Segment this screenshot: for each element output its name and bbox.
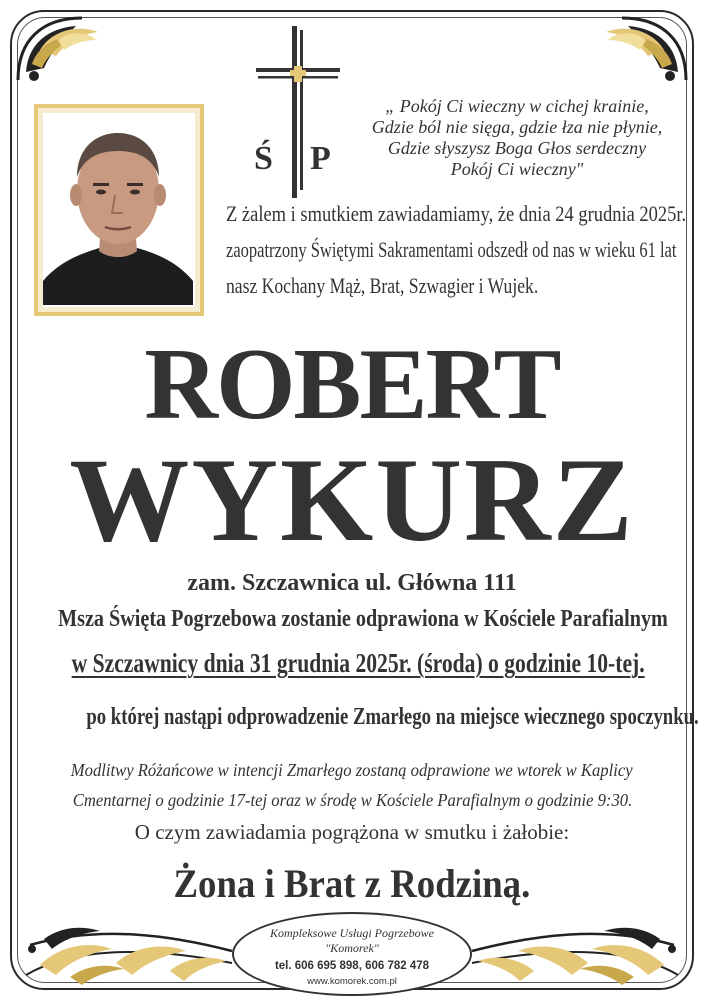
intro-line: zaopatrzony Świętymi Sakramentami odszedł od nas w wieku 61 lat xyxy=(226,237,677,262)
intro-line: nasz Kochany Mąż, Brat, Szwagier i Wujek. xyxy=(226,273,539,298)
family-signature-text: Żona i Brat z Rodziną. xyxy=(173,861,531,906)
mass-line-1-text: Msza Święta Pogrzebowa zostanie odprawiona w Kościele Parafialnym xyxy=(58,606,668,632)
corner-ornament-top-left xyxy=(12,10,104,90)
portrait-photo xyxy=(43,113,195,307)
mass-line-2 xyxy=(0,648,704,679)
prayers-line-1-text: Modlitwy Różańcowe w intencji Zmarłego zostaną odprawione we wtorek w Kaplicy xyxy=(71,760,633,780)
mass-line-1 xyxy=(0,606,704,633)
deceased-last-name: WYKURZ xyxy=(69,433,635,566)
poem-line: Gdzie słyszysz Boga Głos serdeczny xyxy=(387,138,647,158)
poem-line: „ Pokój Ci wieczny w cichej krainie, xyxy=(385,96,649,116)
mass-line-3-text: po której nastąpi odprowadzenie Zmarłego na miejsce wiecznego spoczynku. xyxy=(86,704,699,730)
funeral-home-badge xyxy=(232,912,472,996)
portrait-image xyxy=(43,113,193,305)
address: zam. Szczawnica ul. Główna 111 xyxy=(187,570,517,596)
portrait-frame xyxy=(34,104,204,316)
poem-line: Gdzie ból nie sięga, gdzie łza nie płynie, xyxy=(371,117,663,137)
funeral-home-phone: tel. 606 695 898, 606 782 478 xyxy=(274,960,430,972)
poem xyxy=(352,96,682,180)
poem-line: Pokój Ci wieczny" xyxy=(450,159,584,179)
prayers-line-2-text: Cmentarnej o godzinie 17-tej oraz w środę w Kościele Parafialnym o godzinie 9:30. xyxy=(72,790,632,810)
intro-line: Z żalem i smutkiem zawiadamiamy, że dnia 24 grudnia 2025r. xyxy=(226,201,687,226)
family-signature xyxy=(0,860,704,907)
prayers-line-1 xyxy=(0,760,704,781)
mass-line-3 xyxy=(0,704,704,731)
announcement-intro xyxy=(226,196,696,304)
funeral-home-website[interactable]: www.komorek.com.pl xyxy=(307,976,397,987)
funeral-home-name: "Komorek" xyxy=(325,941,379,955)
prayers-line-2 xyxy=(0,790,704,811)
notice: O czym zawiadamia pogrążona w smutku i żałobie: xyxy=(134,820,570,844)
deceased-first-name: ROBERT xyxy=(144,328,560,441)
mass-line-2-text: w Szczawnicy dnia 31 grudnia 2025r. (środa) o godzinie 10-tej. xyxy=(71,648,645,678)
funeral-home-service: Kompleksowe Usługi Pogrzebowe xyxy=(270,926,434,940)
sp-letter-left: Ś xyxy=(254,140,273,177)
sp-letter-right: P xyxy=(310,140,331,177)
corner-ornament-top-right xyxy=(600,10,692,90)
